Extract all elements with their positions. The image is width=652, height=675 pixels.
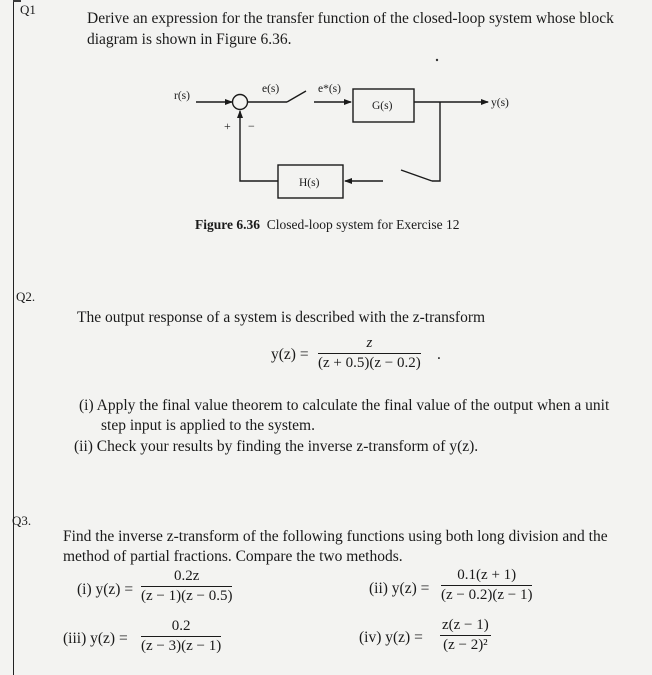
summing-junction [233,95,248,110]
q2-item1-line1: (i) Apply the final value theorem to calculate the final value of the output when a unit [79,397,610,414]
block-diagram [0,0,652,215]
q3-label: Q3. [12,513,32,528]
feedback-path-left [240,111,278,181]
q3-f1-denominator: (z − 1)(z − 0.5) [141,588,233,604]
q3-intro-line2: method of partial fractions. Compare the two methods. [63,548,403,565]
label-r: r(s) [174,90,190,102]
label-estar: e*(s) [318,83,341,95]
label-minus: − [248,119,255,133]
feedback-path-right [432,102,440,181]
figure-caption-text: Closed-loop system for Exercise 12 [266,217,460,232]
q3-f2-lhs: (ii) y(z) = [369,580,430,597]
q3-f2-fraction [441,567,532,604]
q3-f3-numerator: 0.2 [171,618,191,634]
q3-f2-denominator: (z − 0.2)(z − 1) [441,587,533,603]
feedback-switch [401,170,432,181]
q1-line2: diagram is shown in Figure 6.36. [87,31,292,48]
q2-eq-lhs: y(z) = [271,346,309,363]
q3-f3-denominator: (z − 3)(z − 1) [141,638,222,654]
q3-f1-fraction [141,568,232,605]
q2-eq-numerator: z [366,335,373,351]
q3-f3-fraction [141,618,221,655]
q2-eq-denominator: (z + 0.5)(z − 0.2) [318,355,421,371]
q3-f4-denominator: (z − 2)² [443,637,488,653]
label-g: G(s) [372,100,393,112]
sampler-switch [287,91,306,102]
q1-line1: Derive an expression for the transfer function of the closed-loop system whose block [87,10,614,27]
q2-intro: The output response of a system is described with the z-transform [77,309,486,326]
q2-eq-fraction [318,335,421,372]
q3-f1-numerator: 0.2z [174,568,200,584]
figure-dot [436,59,438,61]
q2-item1-line2: step input is applied to the system. [101,417,315,434]
figure-caption [195,217,459,233]
q3-f4-lhs: (iv) y(z) = [359,629,423,646]
q3-f4-numerator: z(z − 1) [442,617,489,633]
q3-intro-line1: Find the inverse z-transform of the following functions using both long division and the [63,528,608,545]
q2-label: Q2. [16,289,36,304]
label-plus: + [224,119,231,133]
q3-f2-numerator: 0.1(z + 1) [457,567,517,583]
q3-f1-lhs: (i) y(z) = [77,581,134,598]
q2-eq-period: . [437,346,441,363]
q3-f4-fraction [440,617,491,654]
label-h: H(s) [299,177,320,189]
q2-item2: (ii) Check your results by finding the inverse z-transform of y(z). [74,438,479,455]
q1-label: Q1 [20,2,36,17]
label-e: e(s) [262,83,280,95]
label-y: y(s) [491,97,509,109]
q3-f3-lhs: (iii) y(z) = [63,630,128,647]
figure-caption-number: Figure 6.36 [195,217,260,232]
